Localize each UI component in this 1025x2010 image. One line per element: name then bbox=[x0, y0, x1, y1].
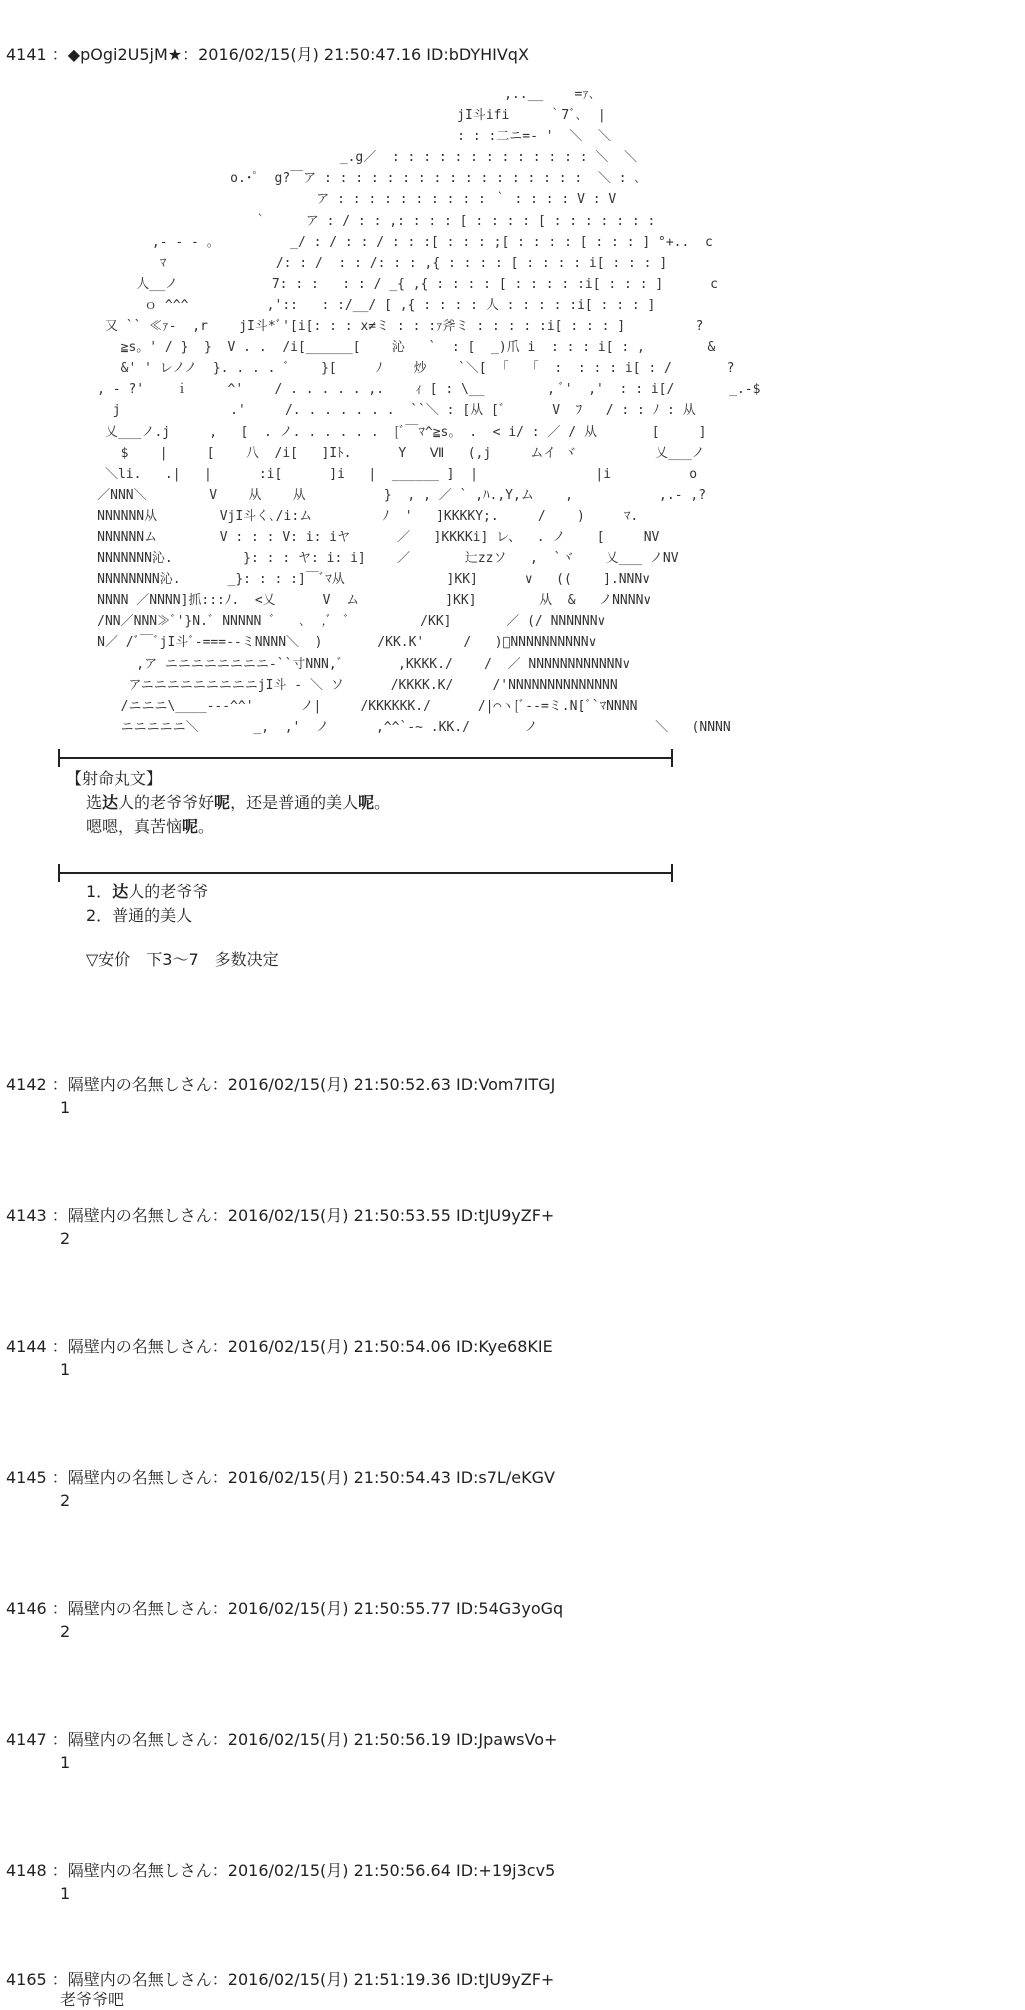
post-body-4145: 2 bbox=[60, 1491, 71, 1510]
post-body-4144: 1 bbox=[60, 1360, 71, 1379]
post-header-4144: 4144 ：隔壁内の名無しさん：2016/02/15(月) 21:50:54.06 ID:Kye68KIE bbox=[6, 1337, 553, 1356]
choice-2: 2．普通的美人 bbox=[86, 906, 193, 925]
choice-1: 1．达人的老爷爷 bbox=[86, 882, 209, 901]
post-body-4165: 老爷爷吧 bbox=[60, 1990, 125, 2009]
post-header-4141: 4141 ：◆pOgi2U5jM★：2016/02/15(月) 21:50:47.16 ID:bDYHIVqX bbox=[6, 45, 529, 64]
dialogue-line-2: 嗯嗯，真苦恼呢。 bbox=[86, 817, 215, 836]
post-header-4165: 4165 ：隔壁内の名無しさん：2016/02/15(月) 21:51:19.36 ID:tJU9yZF+ bbox=[6, 1970, 555, 1989]
post-header-4142: 4142 ：隔壁内の名無しさん：2016/02/15(月) 21:50:52.63 ID:Vom7ITGJ bbox=[6, 1075, 556, 1094]
box-top-rule bbox=[58, 757, 673, 759]
post-header-4143: 4143 ：隔壁内の名無しさん：2016/02/15(月) 21:50:53.55 ID:tJU9yZF+ bbox=[6, 1206, 555, 1225]
post-body-4148: 1 bbox=[60, 1884, 71, 1903]
box-bottom-rule bbox=[58, 872, 673, 874]
post-header-4147: 4147 ：隔壁内の名無しさん：2016/02/15(月) 21:50:56.19 ID:JpawsVo+ bbox=[6, 1730, 558, 1749]
post-body-4142: 1 bbox=[60, 1098, 71, 1117]
post-header-4145: 4145 ：隔壁内の名無しさん：2016/02/15(月) 21:50:54.43 ID:s7L/eKGV bbox=[6, 1468, 555, 1487]
post-header-4148: 4148 ：隔壁内の名無しさん：2016/02/15(月) 21:50:56.64 ID:+19j3cv5 bbox=[6, 1861, 556, 1880]
post-body-4146: 2 bbox=[60, 1622, 71, 1641]
speaker-tag: 【射命丸文】 bbox=[66, 769, 163, 788]
ascii-art: ,..__ =ｧ､ jI斗ifi ｀7ﾞ､ | : : :二ニ=- ' ＼ ＼ _.g／ : : : : : : : : : : : : : ＼ ＼ o.･ﾟ g?￣ア : : : : : : : : : : : : : : : : : ＼ : ､ ア : : : : : : : : : : ｀ : : : : V : V ｀ ア : / : : ,: : : : [ : : : : [ : : : : : : : ,- ‐ - 。 _/ : / : : / : : :[ : : : ;[ : : : : [ : : : ] °+.. c ﾏ /: : / : : /: : : ,{ : : : : [ : : : : i[ : : : ] 人__ノ 7: : : : : / _{ ,{ : : : : [ : : : : :i[ : : : ] c ｏ ^^^ ,':: : :/__/ [ ,{ : : : : 人 : : : : :i[ : : : ] 又 `` ≪ｧ- ,r jI斗*ﾞ'[i[: : : x≠ミ : : :ｧ斧ミ : : : : :i[ : : : ] ? ≧s。' / } } V . . /i[______[ 沁 ` : [ _)爪 i : : : i[ : , & &' ' レノノ }. . . . ﾞ }[ ﾉ 炒 `＼[ ｢ ｢ : : : : i[ : / ? , ‐ ?' ｉ ^' / . . . . . ,. ｨ [ : \__ , ﾞ' ,' : : i[/ _.‐$ j .' /. . . . . . . ``＼ : [从 [ﾞ V ﾌ / : : ﾉ : 从 乂___ノ.j , [ . ノ. . . . . . [ﾞ￣ﾏ^≧s。 . < i/ : ／ / 从 [ ] $ | [ 八 /i[ ]Iﾄ. Y Ⅶ (,j ムイ ヾ 乂___ノ ＼li. .| | :i[ ]i | ______ ] | |i o ／NNN＼ V 从 从 } , , ／ ` ,ﾊ.,Y,ム , ,.- ,? NNNNNN从 VjI斗く､/i:ム ﾉ ' ]KKKKY;. / ) ﾏ. NNNNNNム V : : : V: i: iヤ ／ ]KKKKi] レ、 . ノ [ NV NNNNNNN沁. }: : : ヤ: i: i] ／ 辷zzソ , `ヾ 乂___ ノNV NNNNNNNN沁. _}: : : :]￣ﾞﾏ从 ]KK] ∨ (( ].NNN∨ NNNN ／NNNN]抓:::ﾉ. <乂 V ム ]KK] 从 & ノNNNN∨ /NN／NNN≫ﾞ'}N.ﾞ NNNNN ﾞ ､ ,ﾞ ﾞ /KK] ／ (/ NNNNNN∨ N／ /ﾞ￣ﾞjI斗ﾞ-===--ミNNNN＼ ) /KK.K' / )ﾞNNNNNNNNNN∨ ,ア ニニニニニニニニ-``寸NNN,ﾞ ,KKKK./ / ／ NNNNNNNNNNNN∨ アニニニニニニニニニjI斗 - ＼ ソ /KKKK.K/ /'NNNNNNNNNNNNNN /ニニニ\____‐--^^' ノ| /KKKKKK./ /|⌒ヽ[ﾞ--=ミ.N[ﾞ`ﾏNNNN ニニニニニ＼ _, ,' ノ ,^^`-~ .KK./ ノ ＼ (NNNN bbox=[97, 87, 761, 735]
dialogue-line-1: 选达人的老爷爷好呢，还是普通的美人呢。 bbox=[86, 793, 391, 812]
post-header-4146: 4146 ：隔壁内の名無しさん：2016/02/15(月) 21:50:55.77 ID:54G3yoGq bbox=[6, 1599, 564, 1618]
post-body-4143: 2 bbox=[60, 1229, 71, 1248]
anka-instruction: ▽安价 下3～7 多数决定 bbox=[86, 950, 279, 969]
post-body-4147: 1 bbox=[60, 1753, 71, 1772]
